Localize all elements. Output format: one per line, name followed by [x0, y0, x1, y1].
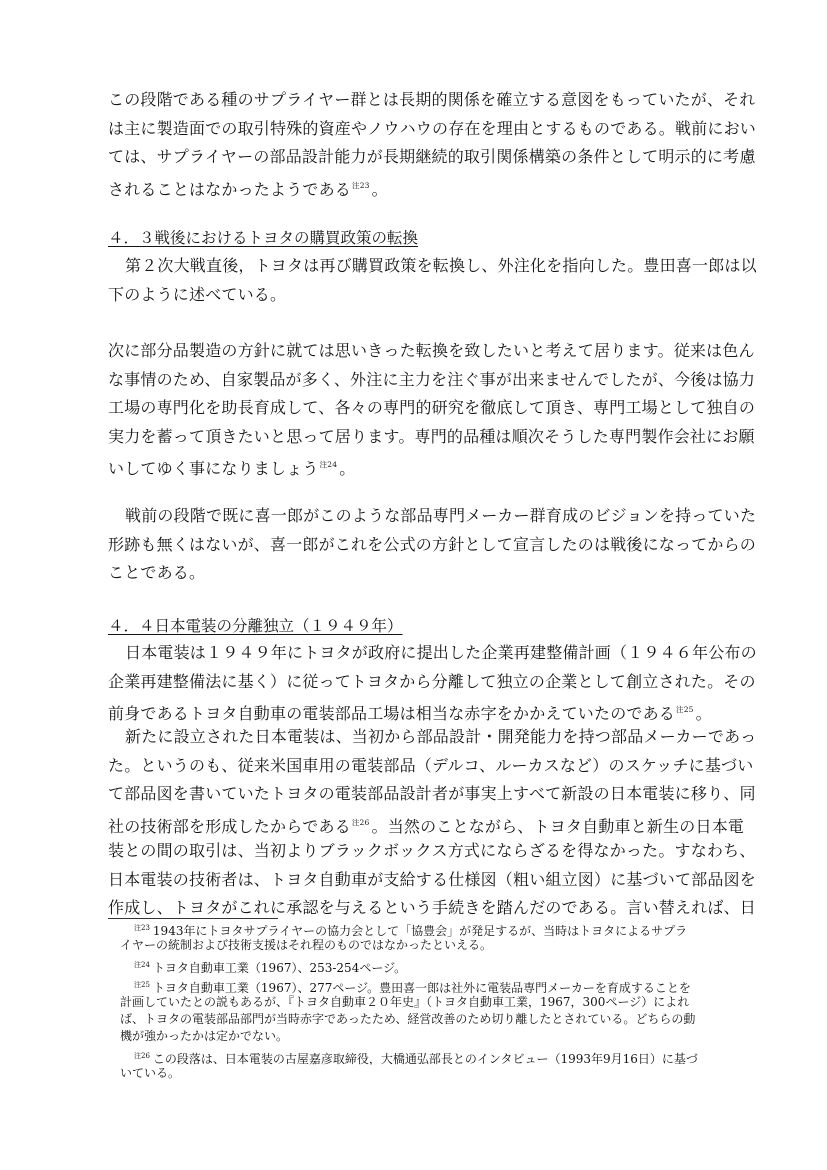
- text-line: た。というのも、従来米国車用の電装部品（デルコ、ルーカスなど）のスケッチに基づい: [108, 755, 754, 775]
- text-line: 実力を蓄って頂きたいと思って居ります。専門的品種は順次そうした専門製作会社にお願: [108, 426, 755, 446]
- text-line: 装との間の取引は、当初よりブラックボックス方式にならざるを得なかった。すなわち、: [108, 841, 756, 860]
- paragraph-denso-design: [108, 723, 782, 923]
- footnote-mark: 注23: [134, 924, 150, 932]
- footnote-separator: [108, 918, 278, 919]
- text-line: 企業再建整備法に基く）に従ってトヨタから分離して独立の企業として創立された。その: [108, 671, 756, 691]
- section-heading-4-4-wrap: [108, 612, 782, 640]
- text-line: ては、サプライヤーの部品設計能力が長期継続的取引関係構築の条件として明示的に考慮: [108, 147, 756, 166]
- text-line: [108, 172, 782, 201]
- footnote-line: ば、トヨタの電装部品部門が当時赤字であったため、経営改善のため切り離したとされている。どちらの動: [120, 1012, 696, 1026]
- footnote-ref: 注24: [319, 460, 338, 469]
- footnote-line: [108, 977, 782, 994]
- footnote-26: [108, 1048, 782, 1082]
- text-segment: 前身であるトヨタ自動車の電装部品工場は相当な赤字をかかえていたのである: [108, 704, 676, 723]
- text-line: ことである。: [108, 563, 206, 582]
- footnote-text: この段落は、日本電装の古屋嘉彦取締役，大橋通弘部長とのインタビュー（1993年9月16日）に基づ: [152, 1052, 698, 1065]
- text-line: 作成し、トヨタがこれに承認を与えるという手続きを踏んだのである。言い替えれば、日: [108, 898, 757, 917]
- text-line: 新たに設立された日本電装は、当初から部品設計・開発能力を持つ部品メーカーであっ: [125, 727, 757, 746]
- footnote-line: いている。: [120, 1066, 181, 1080]
- text-line: は主に製造面での取引特殊的資産やノウハウの存在を理由とするものである。戦前におい: [108, 118, 757, 138]
- text-line: 第２次大戦直後，トヨタは再び購買政策を転換し、外注化を指向した。豊田喜一郎は以: [125, 256, 757, 275]
- text-segment: されることはなかったようである: [108, 179, 352, 199]
- footnote-line: [108, 957, 782, 974]
- text-line: 形跡も無くはないが、喜一郎がこれを公式の方針として宣言したのは戦後になってからの: [108, 534, 757, 554]
- paragraph-postwar: [108, 252, 782, 309]
- footnote-text: トヨタ自動車工業（1967）、253-254ページ。: [152, 961, 407, 974]
- footnotes: [108, 920, 782, 1082]
- quotation-block: [108, 337, 782, 480]
- text-segment: 。: [371, 179, 388, 199]
- footnote-line: 機が強かったかは定かでない。: [120, 1029, 289, 1043]
- text-line: 日本電装の技術者は、トヨタ自動車が支給する仕様図（粗い組立図）に基づいて部品図を: [108, 869, 757, 889]
- text-line: 戦前の段階で既に喜一郎がこのような部品専門メーカー群育成のビジョンを持っていた: [125, 506, 757, 525]
- footnote-mark: 注25: [134, 981, 150, 989]
- footnote-ref: 注26: [351, 817, 370, 827]
- footnote-23: [108, 920, 782, 954]
- paragraph-intro: [108, 86, 782, 200]
- paragraph-vision: [108, 502, 782, 588]
- footnote-line: [108, 920, 782, 937]
- text-segment: 。当然のことながら、トヨタ自動車と新生の日本電: [371, 816, 745, 836]
- section-heading-4-4: ４．４日本電装の分離独立（１９４９年）: [108, 617, 403, 635]
- footnote-text: トヨタ自動車工業（1967）、277ページ。豊田喜一郎は社外に電装品専門メーカーを育成することを: [152, 981, 691, 994]
- paragraph-denso-founding: [108, 639, 782, 725]
- text-segment: 。: [695, 704, 712, 723]
- footnote-ref: 注25: [676, 705, 694, 714]
- text-segment: いしてゆく事になりましょう: [108, 459, 319, 478]
- section-heading-4-3-wrap: [108, 224, 782, 252]
- text-line: 次に部分品製造の方針に就ては思いきった転換を致したいと考えて居ります。従来は色ん: [108, 341, 755, 360]
- section-heading-4-3: ４．３戦後におけるトヨタの購買政策の転換: [108, 229, 419, 247]
- text-line: この段階である種のサプライヤー群とは長期的関係を確立する意図をもっていたが、それ: [108, 90, 756, 109]
- text-line: て部品図を書いていたトヨタの電装部品設計者が事実上すべて新設の日本電装に移り、同: [108, 784, 756, 803]
- text-line: 工場の専門化を助長育成して、各々の専門的研究を徹底して頂き、専門工場として独自の: [108, 398, 756, 417]
- text-line: 日本電装は１９４９年にトヨタが政府に提出した企業再建整備計画（１９４６年公布の: [125, 643, 757, 662]
- footnote-25: [108, 977, 782, 1045]
- footnote-line: 計画していたとの説もあるが、『トヨタ自動車２０年史』（トヨタ自動車工業，1967，300ページ）によれ: [120, 995, 690, 1009]
- text-line: [108, 696, 782, 725]
- text-line: な事情のため、自家製品が多く、外注に主力を注ぐ事が出来ませんでしたが、今後は協力: [108, 369, 756, 389]
- text-segment: 社の技術部を形成したからである: [108, 816, 351, 836]
- footnote-line: [108, 1048, 782, 1065]
- footnote-mark: 注26: [134, 1052, 150, 1060]
- text-line: [108, 451, 782, 480]
- text-line: 下のように述べている。: [108, 284, 287, 304]
- footnote-line: イヤーの統制および技術支援はそれ程のものではなかったといえる。: [120, 938, 493, 952]
- footnote-24: [108, 957, 782, 974]
- text-segment: 。: [339, 459, 356, 478]
- footnote-text: 1943年にトヨタサプライヤーの協力会として「協豊会」が発足するが、当時はトヨタによるサプラ: [152, 924, 688, 937]
- footnote-ref: 注23: [352, 180, 370, 190]
- text-line: [108, 809, 782, 838]
- footnote-mark: 注24: [134, 961, 150, 969]
